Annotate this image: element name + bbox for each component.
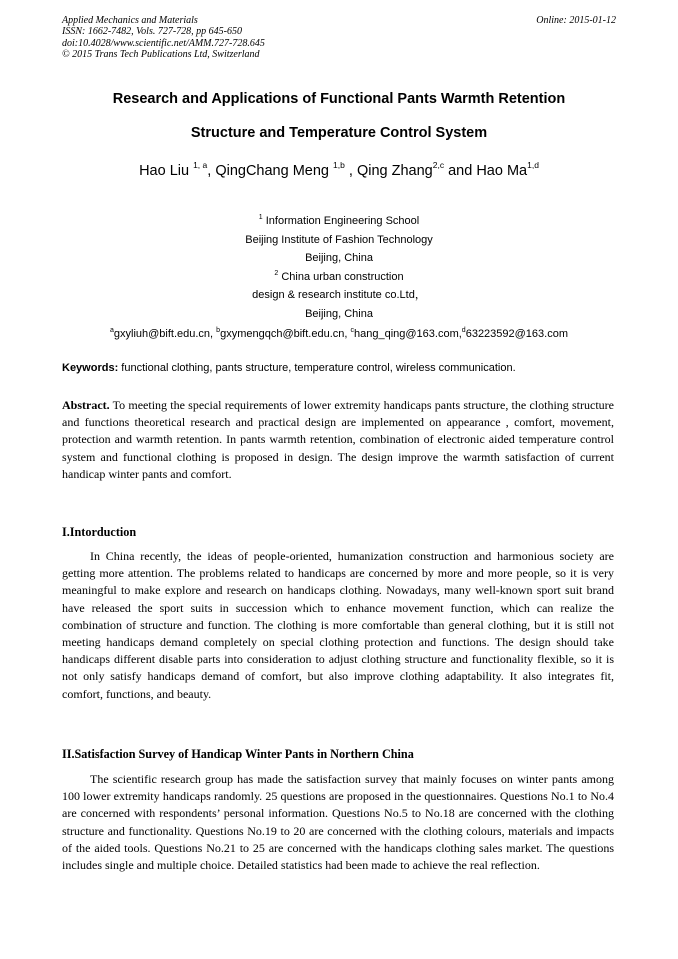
author-separator: , — [207, 163, 216, 179]
author-name: QingChang Meng — [215, 163, 329, 179]
section-heading-survey: II.Satisfaction Survey of Handicap Winter Pants in Northern China — [62, 747, 414, 761]
email-link[interactable]: hang_qing@163.com, — [353, 328, 462, 340]
affiliation-1-line-2: Beijing Institute of Fashion Technology — [245, 233, 433, 246]
email-marker: b — [216, 327, 221, 334]
email-marker: a — [109, 327, 114, 334]
author-name: Qing Zhang — [356, 163, 433, 179]
copyright-line: © 2015 Trans Tech Publications Ltd, Switzerland — [62, 49, 260, 61]
affiliation-1-marker: 1 — [258, 214, 263, 221]
email-link[interactable]: 63223592@163.com — [465, 328, 569, 340]
journal-name: Applied Mechanics and Materials — [62, 15, 198, 26]
keywords — [62, 362, 617, 374]
paper-title-line-1: Research and Applications of Functional Pants Warmth Retention — [112, 91, 566, 107]
abstract-label: Abstract. — [62, 398, 110, 412]
author-superscript: 1, a — [193, 160, 208, 170]
affiliation-2-line-1 — [40, 268, 638, 287]
author-superscript: 1,b — [333, 160, 345, 170]
abstract — [62, 397, 614, 483]
author-list — [40, 160, 638, 179]
affiliation-1-line-1 — [40, 212, 638, 231]
issn-line: ISSN: 1662-7482, Vols. 727-728, pp 645-650 — [62, 26, 242, 38]
author-name: Hao Liu — [139, 163, 190, 179]
affiliations — [40, 212, 638, 324]
email-list — [40, 328, 638, 340]
keywords-label: Keywords: — [62, 362, 119, 374]
affiliation-2-marker: 2 — [274, 269, 279, 277]
doi-line: doi:10.4028/www.scientific.net/AMM.727-728.645 — [62, 37, 265, 49]
paper-title-line-2: Structure and Temperature Control System — [190, 125, 488, 141]
email-marker: c — [350, 327, 354, 334]
affiliation-1-name: Information Engineering School — [262, 215, 420, 227]
affiliation-2-line-2: design & research institute co.Ltd， — [252, 289, 426, 302]
journal-header — [62, 15, 422, 61]
author-superscript: 1,d — [527, 160, 539, 170]
section-heading-introduction: I.Intorduction — [62, 525, 137, 539]
email-link[interactable]: gxyliuh@bift.edu.cn, — [113, 328, 217, 340]
email-marker: d — [461, 327, 466, 334]
author-separator: and — [444, 163, 477, 179]
keywords-text: functional clothing, pants structure, temperature control, wireless communication. — [118, 362, 516, 374]
online-date: Online: 2015-01-12 — [536, 15, 616, 26]
author-superscript: 2,c — [432, 160, 445, 170]
author-name: Hao Ma — [476, 163, 528, 179]
section-paragraph-introduction: In China recently, the ideas of people-oriented, humanization construction and harmonious society are getting more attention. The problems related to handicaps are concerned by more and more people, so it is very meaningful to make explore and research on handicaps clothing. Nowadays, many well-known sport suit brand have released the sport suits in succession which to enhance movement function, which can realize the combination of structure and function. The clothing is more comfortable than general clothing, but it is still not meeting handicaps demand completely on special clothing protection and functions. The design should take handicaps different disable parts into consideration to adjust clothing structure and functionality flexible, so it is not only satisfy handicaps demand of comfort, but also improve clothing adaptability. It also integrates fit, comfort, functions, and beauty. — [62, 549, 614, 701]
abstract-text: To meeting the special requirements of lower extremity handicaps pants structure, the clothing structure and functions theoretical research and practical design are implemented on appearance , comfort, movement, protection and warmth retention. In pants warmth retention, combination of electronic aided temperature control system and functional clothing is proposed in design. The design improve the warmth satisfaction of current handicap winter pants and comfort. — [62, 398, 614, 481]
author-separator: , — [344, 163, 357, 179]
email-link[interactable]: gxymengqch@bift.edu.cn, — [220, 328, 351, 340]
section-paragraph-survey: The scientific research group has made the satisfaction survey that mainly focuses on winter pants among 100 lower extremity handicaps randomly. 25 questions are proposed in the questionnaires. Questions No.1 to No.4 are concerned with respondents’ personal information. Questions No.5 to No.18 are concerned with the clothing structure and functionality. Questions No.19 to 20 are concerned with the clothing colours, materials and impacts of the aided tools. Questions No.21 to 25 are concerned with the handicaps clothing sales market. The questions includes single and multiple choice. Detailed statistics had been made to achieve the real reflection. — [62, 772, 614, 873]
affiliation-2-name: China urban construction — [278, 270, 404, 283]
affiliation-1-line-3: Beijing, China — [305, 252, 373, 265]
affiliation-2-line-3: Beijing, China — [305, 307, 373, 320]
